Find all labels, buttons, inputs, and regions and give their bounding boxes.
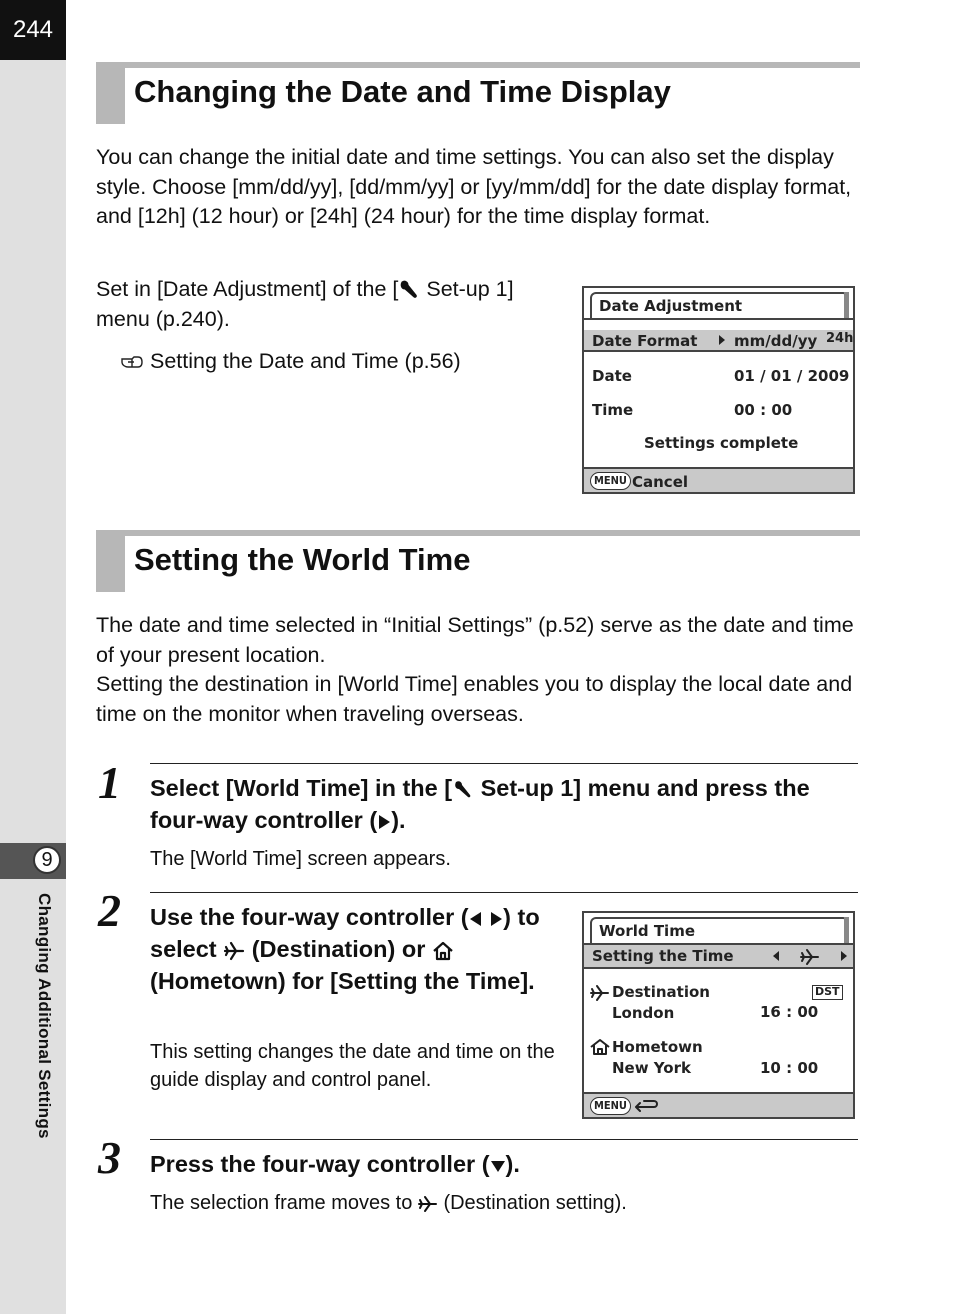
setin-text-a: Set in [Date Adjustment] of the [ [96,277,399,301]
home-icon [590,1038,610,1056]
left-triangle-icon [772,951,780,961]
screen-title: Date Adjustment [590,292,849,318]
airplane-icon [590,984,610,1002]
airplane-icon [418,1195,438,1213]
time-value: 00 : 00 [734,401,793,419]
hometown-city: New York [612,1059,691,1077]
step-number: 1 [98,757,121,808]
setting-the-time-label: Setting the Time [592,947,734,965]
section-header-world-time [96,530,860,592]
step-2-text-a: Use the four-way controller ( [150,904,469,930]
date-format-value: mm/dd/yy [734,332,818,350]
step-2-description: This setting changes the date and time on the guide display and control panel. [150,1041,555,1091]
step-2-text-c: (Destination) or [245,936,432,962]
date-label: Date [592,367,632,385]
section-header-date-time [96,62,860,124]
return-arrow-icon [634,1097,660,1115]
screen-title: World Time [590,917,849,943]
step-1-text-a: Select [World Time] in the [ [150,775,453,801]
airplane-icon [223,940,245,962]
airplane-icon [800,948,820,966]
pointing-hand-icon [120,354,144,370]
settings-complete-option[interactable]: Settings complete [644,434,799,452]
page-number: 244 [0,0,66,60]
intro-paragraph: You can change the initial date and time settings. You can also set the display style. Choose [mm/dd/yy], [dd/mm/yy] or [yy/mm/dd] for the date display format, and [12h] (12 hour) or [24h] (24 hour) for the time display format. [96,145,852,228]
destination-time: 16 : 00 [760,1003,819,1021]
setin-paragraph [96,275,566,334]
down-triangle-icon [490,1159,506,1173]
step-2-title [150,901,560,997]
sidebar [0,0,66,1314]
step-3-description [150,1189,855,1217]
left-triangle-icon [469,911,483,927]
world-time-screen [582,911,855,1119]
step-3-text-b: ). [505,1151,520,1177]
intro-paragraph-2: Setting the destination in [World Time] enables you to display the local date and time on the monitor when traveling overseas. [96,672,853,726]
date-format-label: Date Format [592,332,698,350]
step-1-text-c: ). [391,807,406,833]
right-triangle-icon [840,951,848,961]
home-icon [432,940,454,962]
step-3-text-a: Press the four-way controller ( [150,1151,490,1177]
time-label: Time [592,401,634,419]
destination-city: London [612,1004,675,1022]
step-1-text-b: Set-up 1] menu and press the four-way controller ( [150,775,810,833]
date-adjustment-screen [582,286,855,494]
wrench-icon [398,279,420,301]
section-title: Changing the Date and Time Display [134,74,671,109]
destination-label: Destination [612,983,710,1001]
right-triangle-icon [718,335,726,345]
step-number: 2 [98,885,121,936]
step-2-text-d: (Hometown) for [Setting the Time]. [150,968,535,994]
setin-text-b: Set-up 1] menu (p.240). [96,277,514,331]
cancel-label: Cancel [632,473,689,491]
reference-text: Setting the Date and Time (p.56) [149,349,461,373]
section-title: Setting the World Time [134,542,471,577]
step-3-desc-a: The selection frame moves to [150,1192,418,1214]
step-number: 3 [98,1132,121,1183]
chapter-title: Changing Additional Settings [35,893,54,1139]
wrench-icon [452,779,474,801]
date-value: 01 / 01 / 2009 [734,367,850,385]
step-1-description: The [World Time] screen appears. [150,848,451,870]
dst-badge: DST [812,985,843,1000]
step-1-title [150,772,855,836]
step-3-title [150,1148,855,1180]
menu-button-icon[interactable]: MENU [590,1097,631,1115]
right-triangle-icon [489,911,503,927]
right-triangle-icon [377,814,391,830]
hour-mode-badge: 24h [826,331,854,346]
chapter-number: 9 [33,846,61,874]
step-3-desc-b: (Destination setting). [437,1192,627,1214]
cross-reference[interactable] [120,349,461,374]
hometown-time: 10 : 00 [760,1059,819,1077]
intro-paragraph-1: The date and time selected in “Initial Settings” (p.52) serve as the date and time of your present location. [96,613,854,667]
step-2-text-b: ) to select [150,904,540,962]
hometown-label: Hometown [612,1038,703,1056]
menu-button-icon[interactable]: MENU [590,472,631,490]
